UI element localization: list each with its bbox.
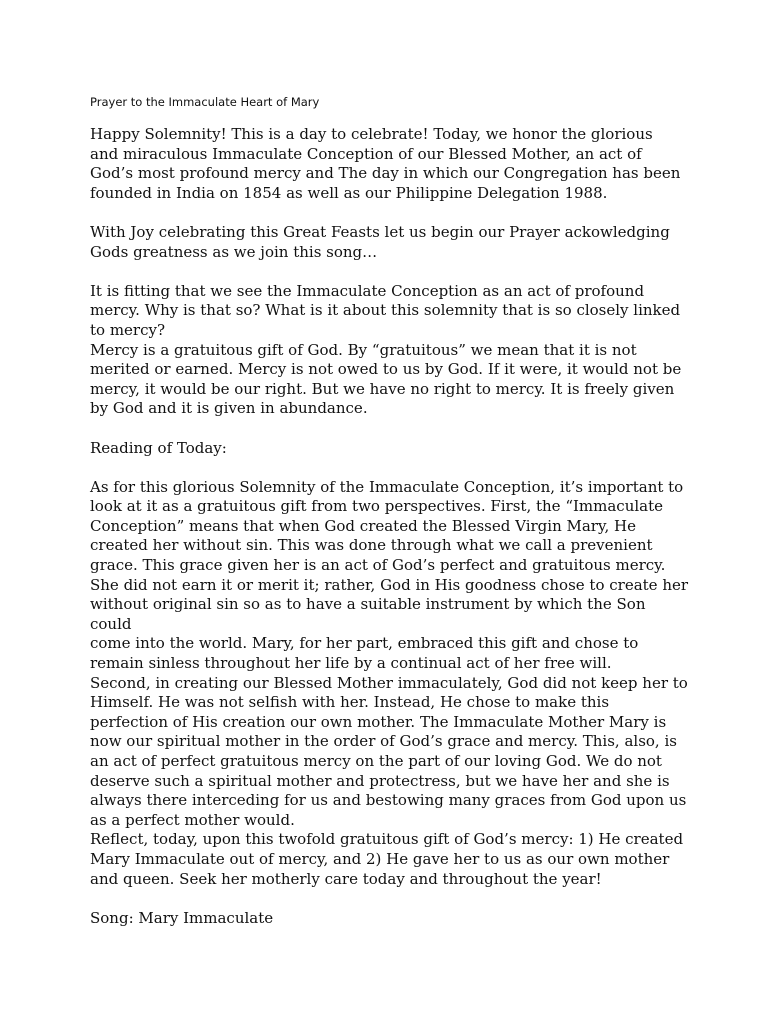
paragraph-spacer [90,262,690,282]
paragraph-second-perspective: Second, in creating our Blessed Mother immaculately, God did not keep her to Himself. He was not selfish with her. Instead, He chose to make this perfection of His creation our own mother. The Immaculate Mother Mary is now our spiritual mother in the order of God’s grace and mercy. This, also, is an act of perfect gratuitous mercy on the part of our loving God. We do not deserve such a spiritual mother and protectress, but we have her and she is always there interceding for us and bestowing many graces from God upon us as a perfect mother would. [90,673,688,829]
paragraph-mercy-definition: Mercy is a gratuitous gift of God. By “gratuitous” we mean that it is not merited or earned. Mercy is not owed to us by God. If it were, it would not be mercy, it would be our right. But we have no right to mercy. It is freely given by God and it is given in abundance. [90,340,682,418]
paragraph-song-intro: With Joy celebrating this Great Feasts let us begin our Prayer ackowledging Gods greatness as we join this song… [90,222,670,261]
document-title: Prayer to the Immaculate Heart of Mary [90,95,320,109]
paragraph-reflection: Reflect, today, upon this twofold gratuitous gift of God’s mercy: 1) He created Mary Immaculate out of mercy, and 2) He gave her to us as our own mother and queen. Seek her motherly care today and throughout the year! [90,830,684,888]
paragraph-solemnity-greeting: Happy Solemnity! This is a day to celebrate! Today, we honor the glorious and miraculous Immaculate Conception of our Blessed Mother, an act of God’s most profound mercy and The day in which our Congregation has been founded in India on 1854 as well as our Philippine Delegation 1988. [90,125,681,202]
paragraph-spacer [90,889,690,909]
paragraph-spacer [90,203,690,223]
paragraph-fitting-question: It is fitting that we see the Immaculate Conception as an act of profound mercy. Why is that so? What is it about this solemnity that is so closely linked to mercy? [90,281,681,339]
paragraph-spacer [90,419,690,439]
document-body [90,125,690,928]
paragraph-first-perspective: As for this glorious Solemnity of the Immaculate Conception, it’s important to look at it as a gratuitous gift from two perspectives. First, the “Immaculate Conception” means that when God created the Blessed Virgin Mary, He created her without sin. This was done through what we call a prevenient grace. This grace given her is an act of God’s perfect and gratuitous mercy. She did not earn it or merit it; rather, God in His goodness chose to create her without original sin so as to have a suitable instrument by which the Son could come into the world. Mary, for her part, embraced this gift and chose to remain sinless throughout her life by a continual act of her free will. [90,477,689,673]
paragraph-spacer [90,458,690,478]
reading-heading: Reading of Today: [90,438,227,457]
song-heading: Song: Mary Immaculate [90,908,274,927]
